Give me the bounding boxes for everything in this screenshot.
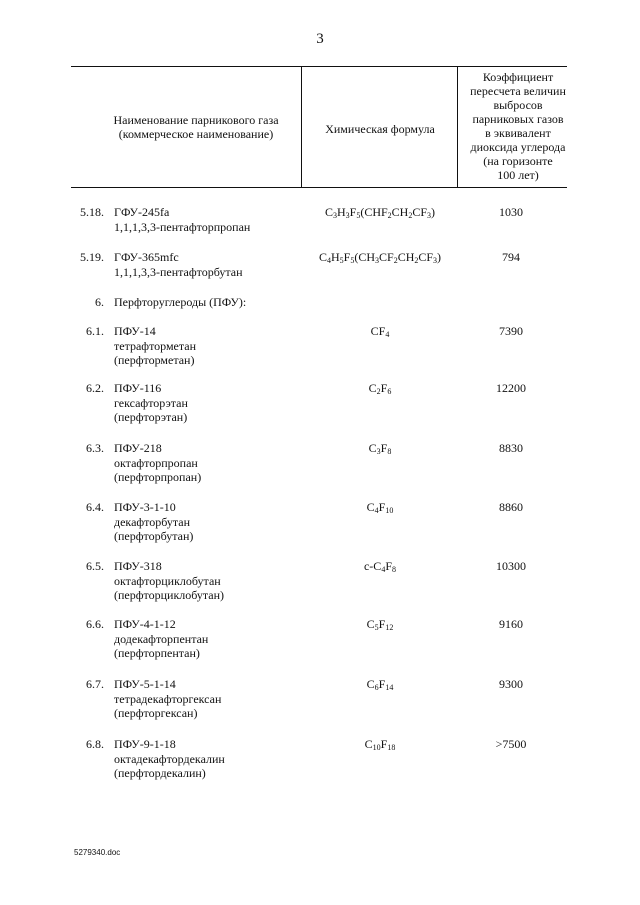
gas-name-line: ГФУ-365mfc — [114, 250, 179, 264]
row-number: 6.5. — [86, 559, 104, 573]
gas-name — [114, 381, 304, 425]
gas-name — [114, 324, 304, 368]
gas-name-line: додекафторпентан — [114, 631, 209, 646]
header-coefficient-line: в эквивалент — [485, 126, 551, 140]
header-formula: Химическая формула — [325, 122, 435, 136]
row-number: 6.2. — [86, 381, 104, 395]
row-number: 6.6. — [86, 617, 104, 631]
chemical-formula: $CF_4$ — [370, 324, 390, 339]
gas-name-line: тетрафторметан — [114, 338, 197, 353]
gas-name — [114, 295, 374, 310]
chemical-formula: $C_5F_{12}$ — [366, 617, 394, 632]
gas-name-line: октафторпропан — [114, 455, 198, 470]
conversion-coefficient: 10300 — [496, 559, 526, 573]
conversion-coefficient: >7500 — [495, 737, 527, 751]
conversion-coefficient: 794 — [502, 250, 520, 264]
table-top-rule — [71, 66, 567, 67]
chemical-formula: $C_2F_6$ — [368, 381, 392, 396]
gas-name — [114, 441, 304, 485]
row-number: 6.1. — [86, 324, 104, 338]
gas-name-line: (перфторэтан) — [114, 410, 188, 424]
header-gas-name-line: (коммерческое наименование) — [118, 127, 274, 141]
chemical-formula: $C_3H_3F_5(CHF_2CH_2CF_3)$ — [324, 205, 436, 220]
conversion-coefficient: 8860 — [499, 500, 523, 514]
chemical-formula: $C_6F_{14}$ — [366, 677, 394, 692]
footer-filename: 5279340.doc — [74, 848, 121, 857]
header-coefficient-line: (на горизонте — [483, 154, 553, 168]
gas-name-line: октафторциклобутан — [114, 573, 221, 588]
page-number: 3 — [316, 31, 324, 47]
chemical-formula: $C_4H_5F_5(CH_3CF_2CH_2CF_3)$ — [318, 250, 442, 265]
row-number: 6.4. — [86, 500, 104, 514]
conversion-coefficient: 7390 — [499, 324, 523, 338]
gas-name-line: ПФУ-5-1-14 — [114, 677, 176, 691]
gas-name — [114, 500, 304, 544]
conversion-coefficient: 9300 — [499, 677, 523, 691]
gas-name — [114, 677, 304, 721]
gas-name-line: (перфторбутан) — [114, 529, 194, 543]
row-number: 6.3. — [86, 441, 104, 455]
gas-name — [114, 617, 304, 661]
gas-name — [114, 737, 304, 781]
gas-name — [114, 250, 304, 279]
gas-name-line: Перфторуглероды (ПФУ): — [114, 295, 247, 309]
row-number: 6. — [95, 295, 104, 309]
gas-name-line: 1,1,1,3,3-пентафторпропан — [114, 219, 251, 234]
chemical-formula: $c-C_4F_8$ — [363, 559, 396, 574]
chemical-formula: $C_{10}F_{18}$ — [364, 737, 396, 752]
gas-name-line: ПФУ-3-1-10 — [114, 500, 176, 514]
conversion-coefficient: 9160 — [499, 617, 523, 631]
gas-name-line: ПФУ-9-1-18 — [114, 737, 176, 751]
header-gas-name-line: Наименование парникового газа — [113, 113, 279, 127]
gas-name-line: ГФУ-245fa — [114, 205, 170, 219]
header-coefficient-line: 100 лет) — [497, 168, 539, 182]
gas-name-line: 1,1,1,3,3-пентафторбутан — [114, 264, 243, 279]
gas-name-line: (перфторциклобутан) — [114, 588, 225, 602]
gas-name-line: ПФУ-318 — [114, 559, 162, 573]
row-number: 5.19. — [80, 250, 104, 264]
gas-name-line: (перфторгексан) — [114, 706, 198, 720]
chemical-formula: $C_4F_{10}$ — [366, 500, 394, 515]
chemical-formula: $C_3F_8$ — [368, 441, 392, 456]
gas-name-line: тетрадекафторгексан — [114, 691, 222, 706]
table-header-rule — [71, 187, 567, 188]
gas-name-line: (перфторметан) — [114, 353, 195, 367]
gas-name — [114, 559, 304, 603]
gas-name-line: (перфтордекалин) — [114, 766, 206, 780]
gas-name-line: (перфторпентан) — [114, 646, 200, 660]
gas-name-line: октадекафтордекалин — [114, 751, 225, 766]
gas-name-line: ПФУ-116 — [114, 381, 162, 395]
row-number: 6.8. — [86, 737, 104, 751]
gas-name-line: ПФУ-14 — [114, 324, 156, 338]
header-coefficient-line: парниковых газов — [472, 112, 564, 126]
header-coefficient — [468, 70, 568, 182]
gas-name-line: (перфторпропан) — [114, 470, 202, 484]
conversion-coefficient: 12200 — [496, 381, 526, 395]
header-coefficient-line: выбросов — [493, 98, 543, 112]
header-coefficient-line: Коэффициент — [482, 70, 554, 84]
gas-name-line: ПФУ-4-1-12 — [114, 617, 176, 631]
gas-name-line: ПФУ-218 — [114, 441, 162, 455]
conversion-coefficient: 1030 — [499, 205, 523, 219]
header-gas-name — [96, 113, 296, 141]
conversion-coefficient: 8830 — [499, 441, 523, 455]
gas-name-line: гексафторэтан — [114, 395, 188, 410]
row-number: 6.7. — [86, 677, 104, 691]
row-number: 5.18. — [80, 205, 104, 219]
gas-name — [114, 205, 304, 234]
header-coefficient-line: пересчета величин — [470, 84, 566, 98]
header-coefficient-line: диоксида углерода — [470, 140, 566, 154]
gas-name-line: декафторбутан — [114, 514, 191, 529]
